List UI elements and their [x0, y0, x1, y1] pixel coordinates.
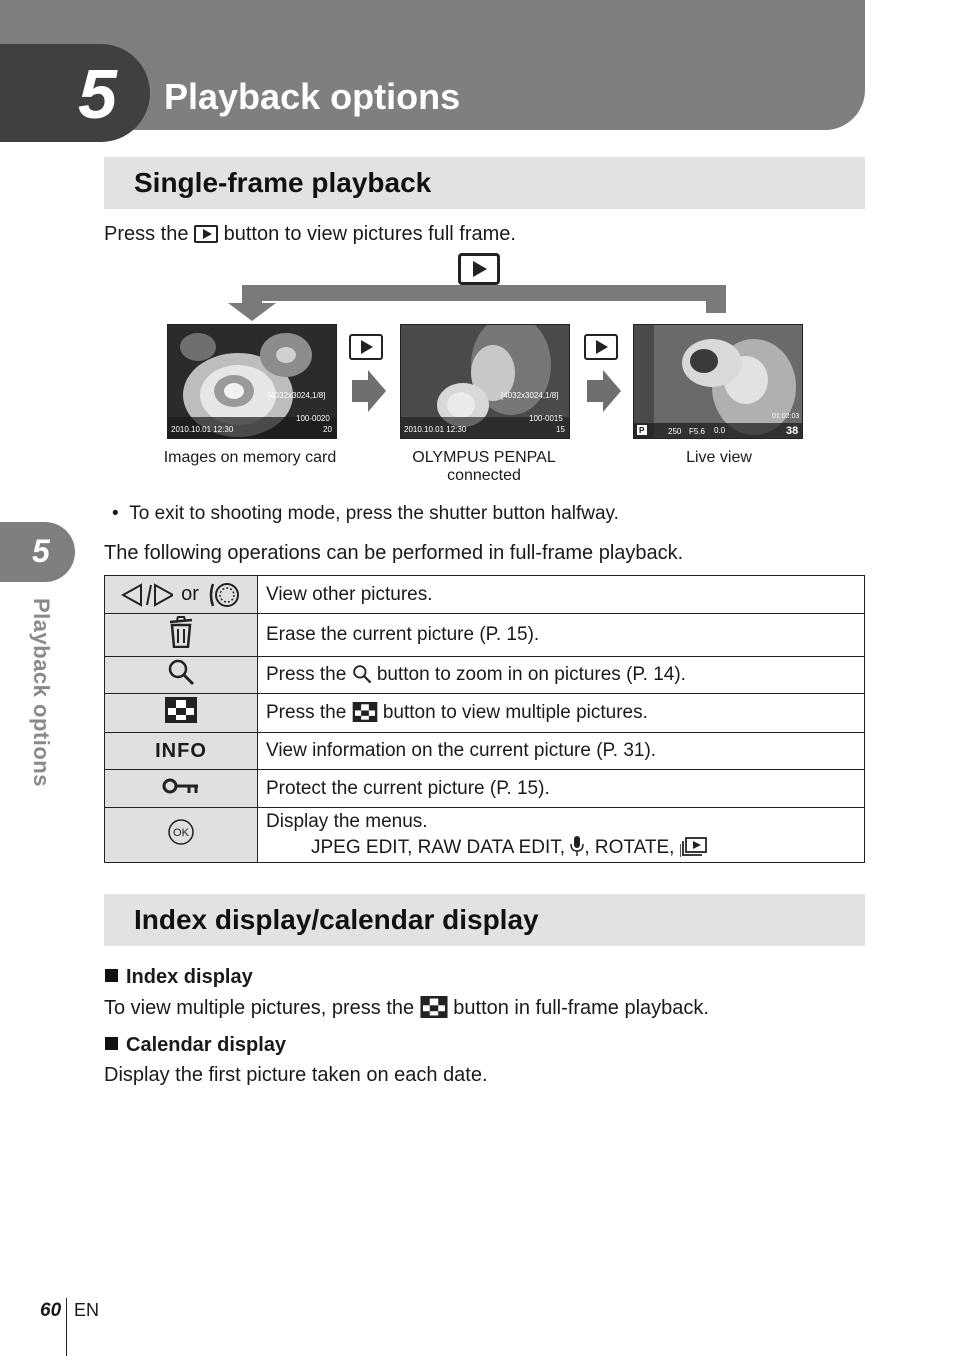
section-heading: Index display/calendar display	[134, 904, 539, 935]
svg-text:01:02:03: 01:02:03	[772, 413, 800, 420]
op-icon-cell	[105, 694, 258, 733]
left-right-arrows-icon	[121, 583, 173, 607]
op-desc: Press the button to view multiple pictures.	[258, 694, 865, 733]
operations-intro: The following operations can be performed in full-frame playback.	[104, 542, 684, 564]
op-icon-cell	[105, 770, 258, 808]
index-display-heading: Index display	[105, 966, 253, 989]
page-number: 60	[40, 1300, 62, 1321]
square-bullet-icon	[105, 1037, 118, 1050]
table-row	[105, 733, 865, 770]
return-arrow-bar	[242, 285, 726, 301]
svg-text:F5.6: F5.6	[689, 427, 706, 436]
svg-text:20: 20	[323, 425, 332, 434]
svg-text:0.0: 0.0	[714, 426, 726, 435]
op-desc: Press the button to zoom in on pictures (P. 14).	[258, 657, 865, 694]
svg-text:[4032x3024,1/8]: [4032x3024,1/8]	[268, 391, 326, 400]
photo-memory-card	[167, 324, 337, 439]
svg-text:38: 38	[786, 425, 799, 437]
calendar-display-text: Display the first picture taken on each date.	[104, 1064, 488, 1086]
playback-icon	[584, 334, 618, 360]
return-arrow-end	[706, 285, 726, 313]
svg-text:OK: OK	[173, 827, 189, 839]
chapter-title: Playback options	[164, 76, 461, 117]
playback-icon	[349, 334, 383, 360]
index-display-text: To view multiple pictures, press the button in full-frame playback.	[104, 997, 709, 1019]
section-index-calendar	[104, 894, 865, 946]
ok-button-icon	[167, 818, 195, 846]
op-icon-cell	[105, 808, 258, 863]
side-chapter-label: Playback options	[29, 598, 54, 787]
svg-text:100-0020: 100-0020	[296, 414, 330, 423]
op-icon-cell	[105, 733, 258, 770]
op-desc: Display the menus. JPEG EDIT, RAW DATA EDIT, , ROTATE,	[258, 808, 865, 863]
footer-divider	[66, 1298, 67, 1356]
intro-line: Press the button to view pictures full frame.	[104, 223, 516, 245]
op-icon-cell: or	[105, 576, 258, 614]
next-arrow-icon	[587, 370, 621, 412]
caption-live-view: Live view	[686, 449, 752, 466]
trash-icon	[168, 616, 194, 648]
table-row	[105, 657, 865, 694]
op-icon-cell	[105, 614, 258, 657]
photo-penpal	[400, 324, 570, 439]
svg-text:2010.10.01 12:30: 2010.10.01 12:30	[171, 425, 234, 434]
protect-key-icon	[162, 777, 200, 795]
return-arrow-stem	[242, 285, 262, 303]
page-language: EN	[74, 1300, 100, 1320]
index-icon	[352, 702, 378, 722]
microphone-icon	[570, 835, 584, 857]
playback-icon	[458, 253, 500, 285]
zoom-icon	[167, 658, 195, 686]
info-button-label: INFO	[155, 739, 207, 762]
section-single-frame	[104, 157, 865, 209]
svg-text:250: 250	[668, 427, 682, 436]
table-row	[105, 694, 865, 733]
index-icon	[165, 697, 197, 723]
bullet-exit: • To exit to shooting mode, press the shutter button halfway.	[112, 503, 619, 524]
chapter-number: 5	[78, 55, 117, 133]
svg-text:P: P	[639, 426, 645, 435]
zoom-icon	[352, 664, 372, 684]
table-row	[105, 770, 865, 808]
caption-penpal: OLYMPUS PENPAL connected	[412, 449, 556, 484]
side-chapter-number: 5	[32, 533, 50, 569]
control-dial-icon	[207, 581, 241, 609]
chapter-number-badge	[0, 44, 150, 142]
svg-text:2010.10.01 12:30: 2010.10.01 12:30	[404, 425, 467, 434]
index-icon	[420, 996, 448, 1018]
caption-memory-card: Images on memory card	[163, 449, 337, 466]
operations-table	[104, 575, 865, 863]
op-icon-cell	[105, 657, 258, 694]
slideshow-icon	[680, 837, 708, 857]
op-desc: Erase the current picture (P. 15).	[258, 614, 865, 657]
square-bullet-icon	[105, 969, 118, 982]
calendar-display-heading: Calendar display	[105, 1034, 286, 1057]
op-desc: View information on the current picture (P. 31).	[258, 733, 865, 770]
return-arrow-head	[228, 303, 276, 321]
table-row	[105, 614, 865, 657]
section-heading: Single-frame playback	[134, 167, 432, 198]
next-arrow-icon	[352, 370, 386, 412]
op-desc: Protect the current picture (P. 15).	[258, 770, 865, 808]
table-row	[105, 576, 865, 614]
op-desc: View other pictures.	[258, 576, 865, 614]
table-row	[105, 808, 865, 863]
svg-text:15: 15	[556, 425, 565, 434]
photo-live-view	[633, 324, 803, 439]
svg-text:[4032x3024,1/8]: [4032x3024,1/8]	[501, 391, 559, 400]
playback-icon	[194, 225, 218, 243]
svg-text:100-0015: 100-0015	[529, 414, 563, 423]
